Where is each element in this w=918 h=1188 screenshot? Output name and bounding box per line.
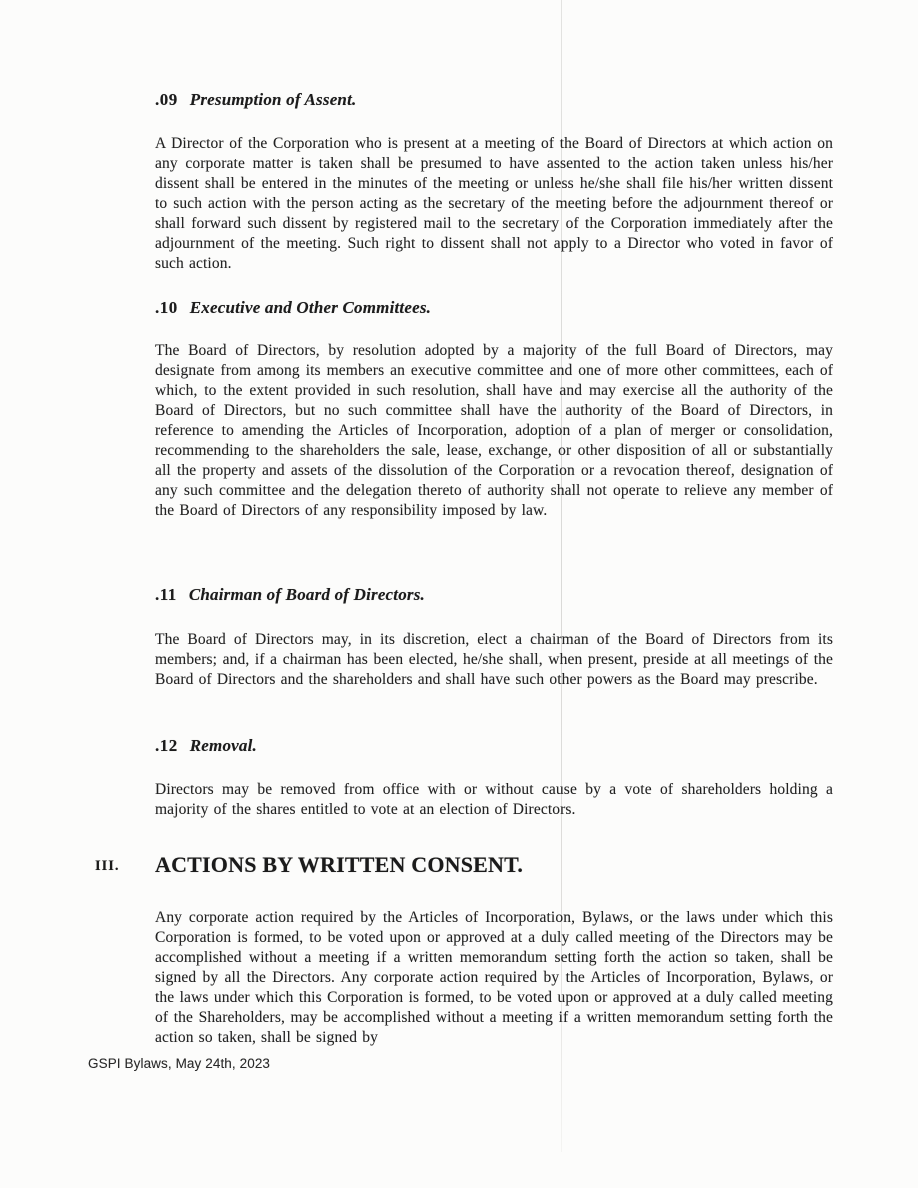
footer-doc-label: GSPI Bylaws, May 24th, 2023 xyxy=(88,1056,271,1071)
section-body-09: A Director of the Corporation who is present at a meeting of the Board of Directors at which action on any corporate matter is taken shall be presumed to have assented to the action taken unless his/her dissent shall be entered in the minutes of the meeting or unless he/she shall file his/her written dissent to such action with the person acting as the secretary of the meeting before the adjournment thereof or shall forward such dissent by registered mail to the secretary of the Corporation immediately after the adjournment of the meeting. Such right to dissent shall not apply to a Director who voted in favor of such action. xyxy=(155,135,833,272)
section-body-10: The Board of Directors, by resolution adopted by a majority of the full Board of Directors, may designate from among its members an executive committee and one of more other committees, each of which, to the extent provided in such resolution, shall have and may exercise all the authority of the Board of Directors, but no such committee shall have the authority of the Board of Directors, in reference to amending the Articles of Incorporation, adoption of a plan of merger or consolidation, recommending to the shareholders the sale, lease, exchange, or other disposition of all or substantially all the property and assets of the dissolution of the Corporation or a revocation thereof, designation of any such committee and the delegation thereto of authority shall not operate to relieve any member of the Board of Directors of any responsibility imposed by law. xyxy=(155,342,833,519)
section-heading-09 xyxy=(155,90,833,110)
section-title: Presumption of Assent. xyxy=(189,90,357,109)
section-title: Removal. xyxy=(189,736,257,755)
article-body: Any corporate action required by the Articles of Incorporation, Bylaws, or the laws under which this Corporation is formed, to be voted upon or approved at a duly called meeting of the Directors may be accomplished without a meeting if a written memorandum setting forth the action so taken, shall be signed by all the Directors. Any corporate action required by the Articles of Incorporation, Bylaws, or the laws under which this Corporation is formed, to be voted upon or approved at a duly called meeting of the Shareholders, may be accomplished without a meeting if a written memorandum setting forth the action so taken, shall be signed by xyxy=(155,909,833,1046)
article-heading xyxy=(95,852,833,878)
section-heading-12 xyxy=(155,736,833,756)
article-title: ACTIONS BY WRITTEN CONSENT. xyxy=(155,852,524,877)
section-body-11: The Board of Directors may, in its discretion, elect a chairman of the Board of Directors from its members; and, if a chairman has been elected, he/she shall, when present, preside at all meetings of the Board of Directors and the shareholders and shall have such other powers as the Board may prescribe. xyxy=(155,631,833,688)
section-number: .11 xyxy=(155,585,177,604)
section-heading-11 xyxy=(155,585,833,605)
article-numeral: III. xyxy=(95,858,120,874)
section-number: .12 xyxy=(155,736,178,755)
section-heading-10 xyxy=(155,298,833,318)
section-title: Executive and Other Committees. xyxy=(189,298,432,317)
section-title: Chairman of Board of Directors. xyxy=(188,585,426,604)
section-number: .09 xyxy=(155,90,178,109)
section-body-12: Directors may be removed from office with or without cause by a vote of shareholders holding a majority of the shares entitled to vote at an election of Directors. xyxy=(155,781,833,818)
section-number: .10 xyxy=(155,298,178,317)
